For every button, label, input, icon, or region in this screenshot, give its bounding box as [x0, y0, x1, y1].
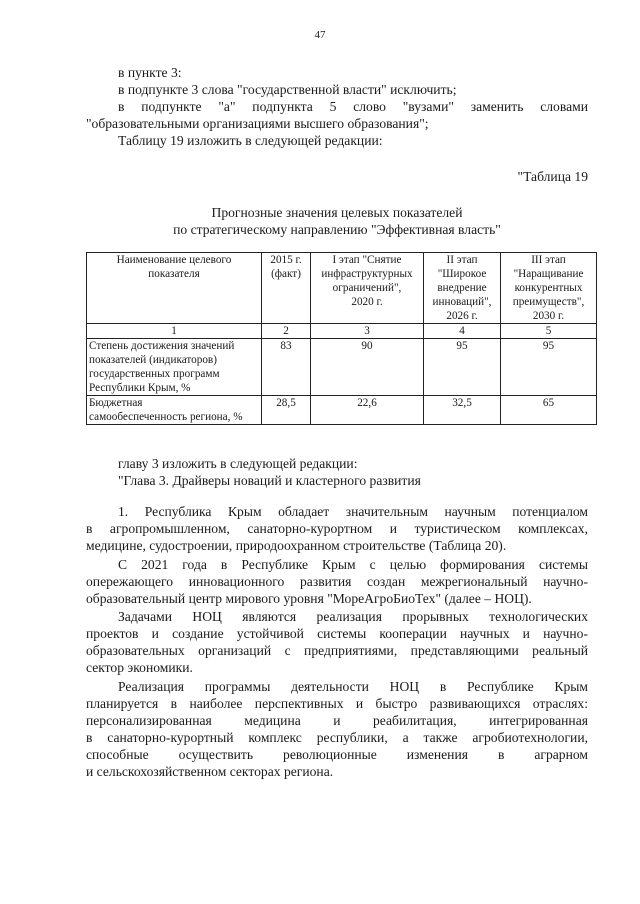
paragraph-line: в санаторно-курортный комплекс республики, а также агробиотехнологии, — [86, 730, 588, 745]
value-cell: 65 — [501, 396, 597, 425]
paragraph-line: Реализация программы деятельности НОЦ в Республике Крым — [118, 679, 588, 694]
paragraph-line: сектор экономики. — [86, 660, 193, 675]
column-number: 2 — [262, 324, 311, 339]
paragraph-line: Задачами НОЦ являются реализация прорывных технологических — [118, 609, 588, 624]
table-header-row — [87, 253, 597, 324]
paragraph-line: С 2021 года в Республике Крым с целью формирования системы — [118, 557, 588, 572]
column-number: 4 — [424, 324, 501, 339]
column-number: 1 — [87, 324, 262, 339]
header-cell: I этап "Снятие инфраструктурных ограничений", 2020 г. — [311, 253, 424, 324]
intro-line: в подпункте 3 слова "государственной власти" исключить; — [118, 82, 457, 97]
paragraph-line: в агропромышленном, санаторно-курортном и туристическом комплексах, — [86, 521, 588, 536]
paragraph-line: образовательный центр мирового уровня "МореАгроБиоТех" (далее – НОЦ). — [86, 591, 532, 606]
value-cell: 95 — [501, 339, 597, 396]
table-row — [87, 339, 597, 396]
value-cell: 22,6 — [311, 396, 424, 425]
paragraph-line: персонализированная медицина и реабилитация, интегрированная — [86, 713, 588, 728]
intro-line: Таблицу 19 изложить в следующей редакции: — [118, 133, 383, 148]
value-cell: 83 — [262, 339, 311, 396]
header-cell: III этап "Наращивание конкурентных преимуществ", 2030 г. — [501, 253, 597, 324]
column-number: 3 — [311, 324, 424, 339]
intro-line: "образовательными организациями высшего образования"; — [86, 116, 429, 131]
indicator-name: Степень достижения значений показателей (индикаторов) государственных программ Республики Крым, % — [87, 339, 262, 396]
paragraph-line: и сельскохозяйственном секторах региона. — [86, 764, 334, 779]
indicator-name: Бюджетная самообеспеченность региона, % — [87, 396, 262, 425]
header-cell: II этап "Широкое внедрение инноваций", 2026 г. — [424, 253, 501, 324]
paragraph-line: опережающего инновационного развития создан межрегиональный научно- — [86, 574, 588, 589]
chapter-intro-line: главу 3 изложить в следующей редакции: — [118, 456, 358, 471]
value-cell: 90 — [311, 339, 424, 396]
paragraph-line: образовательных организаций с предприятиями, представляющими реальный — [86, 643, 588, 658]
header-cell: 2015 г. (факт) — [262, 253, 311, 324]
paragraph-line: способные осуществить революционные изменения в аграрном — [86, 747, 588, 762]
table-title: по стратегическому направлению "Эффективная власть" — [173, 222, 501, 237]
chapter-heading: "Глава 3. Драйверы новаций и кластерного развития — [118, 473, 421, 488]
value-cell: 32,5 — [424, 396, 501, 425]
table-title: Прогнозные значения целевых показателей — [211, 205, 463, 220]
paragraph-line: проектов и создание устойчивой системы кооперации научных и научно- — [86, 626, 588, 641]
paragraph-line: планируется в наиболее перспективных и быстро развивающихся отраслях: — [86, 696, 588, 711]
value-cell: 95 — [424, 339, 501, 396]
paragraph-line: 1. Республика Крым обладает значительным научным потенциалом — [118, 504, 588, 519]
header-cell: Наименование целевого показателя — [87, 253, 262, 324]
table-label: "Таблица 19 — [517, 169, 588, 184]
intro-line: в пункте 3: — [118, 65, 182, 80]
indicators-table — [86, 252, 597, 425]
paragraph-line: медицине, судостроении, природоохранном строительстве (Таблица 20). — [86, 538, 507, 553]
column-number-row — [87, 324, 597, 339]
page-number: 47 — [314, 29, 326, 41]
column-number: 5 — [501, 324, 597, 339]
value-cell: 28,5 — [262, 396, 311, 425]
table-row — [87, 396, 597, 425]
intro-line: в подпункте "а" подпункта 5 слово "вузами" заменить словами — [118, 99, 588, 114]
